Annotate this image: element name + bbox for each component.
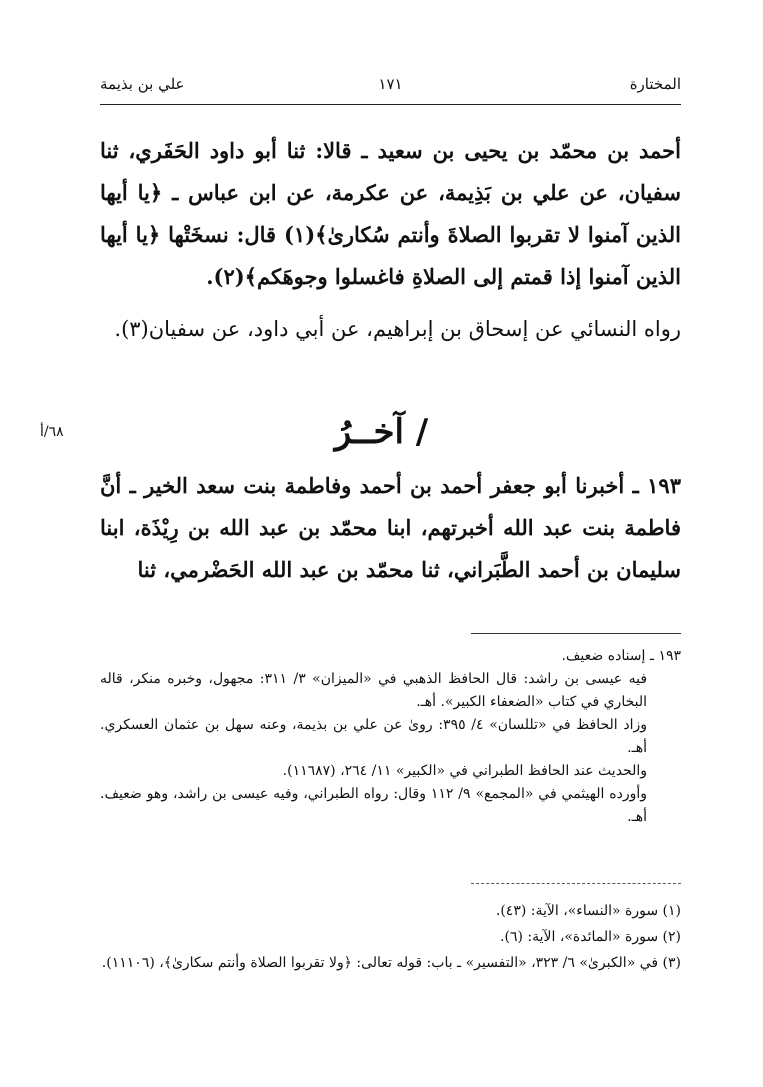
footnote-line: وزاد الحافظ في «تللسان» ٤/ ٣٩٥: روىٰ عن علي بن بذيمة، وعنه سهل بن عثمان العسكري. أهـ. (100, 717, 647, 756)
note-3: (٣) في «الكبرىٰ» ٦/ ٣٢٣، «التفسير» ـ باب: قوله تعالى: ﴿ولا تقربوا الصلاة وأنتم سكارىٰ﴾، (١١١٠٦). (101, 955, 681, 971)
note-1: (١) سورة «النساء»، الآية: (٤٣). (495, 903, 681, 919)
footnote-line: والحديث عند الحافظ الطبراني في «الكبير» ١١/ ٢٦٤، (١١٦٨٧). (282, 763, 647, 779)
note-2: (٢) سورة «المائدة»، الآية: (٦). (500, 929, 681, 945)
running-header (100, 75, 681, 101)
header-divider (100, 104, 681, 105)
footnote-line: وأورده الهيثمي في «المجمع» ٩/ ١١٢ وقال: رواه الطبراني، وفيه عيسى بن راشد، وهو ضعيف. أهـ. (100, 786, 647, 825)
hadith-text-paragraph: أحمد بن محمّد بن يحيى بن سعيد ـ قالا: ثنا أبو داود الحَفَري، ثنا سفيان، عن علي بن بَذِيمة، عن عكرمة، عن ابن عباس ـ ﴿يا أيها الذين آمنوا لا تقربوا الصلاةَ وأنتم سُكارىٰ﴾(١) قال: نسخَتْها ﴿يا أيها الذين آمنوا إذا قمتم إلى الصلاةِ فاغسلوا وجوهَكم﴾(٢). (100, 138, 681, 289)
footnote-line: فيه عيسى بن راشد: قال الحافظ الذهبي في «الميزان» ٣/ ٣١١: مجهول، وخبره منكر، قاله البخاري في كتاب «الضعفاء الكبير». أهـ. (100, 671, 648, 710)
section-heading: / آخــرُ (334, 412, 429, 452)
footnote-line: ١٩٣ ـ إسناده ضعيف. (561, 648, 681, 664)
header-book-title: المختارة (629, 75, 681, 93)
footnote-divider (471, 633, 681, 634)
hadith-footnote-block (100, 645, 681, 829)
numbered-notes-block (100, 898, 681, 976)
page-number: ١٧١ (378, 75, 403, 93)
hadith-193-paragraph: ١٩٣ ـ أخبرنا أبو جعفر أحمد بن أحمد وفاطمة بنت سعد الخير ـ أنَّ فاطمة بنت عبد الله أخبرتهم، ابنا محمّد بن عبد الله بن رِيْذَة، ابنا سليمان بن أحمد الطَّبَراني، ثنا محمّد بن عبد الله الحَضْرمي، ثنا (100, 473, 681, 582)
header-chapter-title: علي بن بذيمة (100, 75, 185, 93)
manuscript-folio-note: ٦٨/أ (40, 424, 64, 440)
narration-source-paragraph: رواه النسائي عن إسحاق بن إبراهيم، عن أبي داود، عن سفيان(٣). (114, 317, 681, 341)
notes-divider (471, 883, 681, 884)
